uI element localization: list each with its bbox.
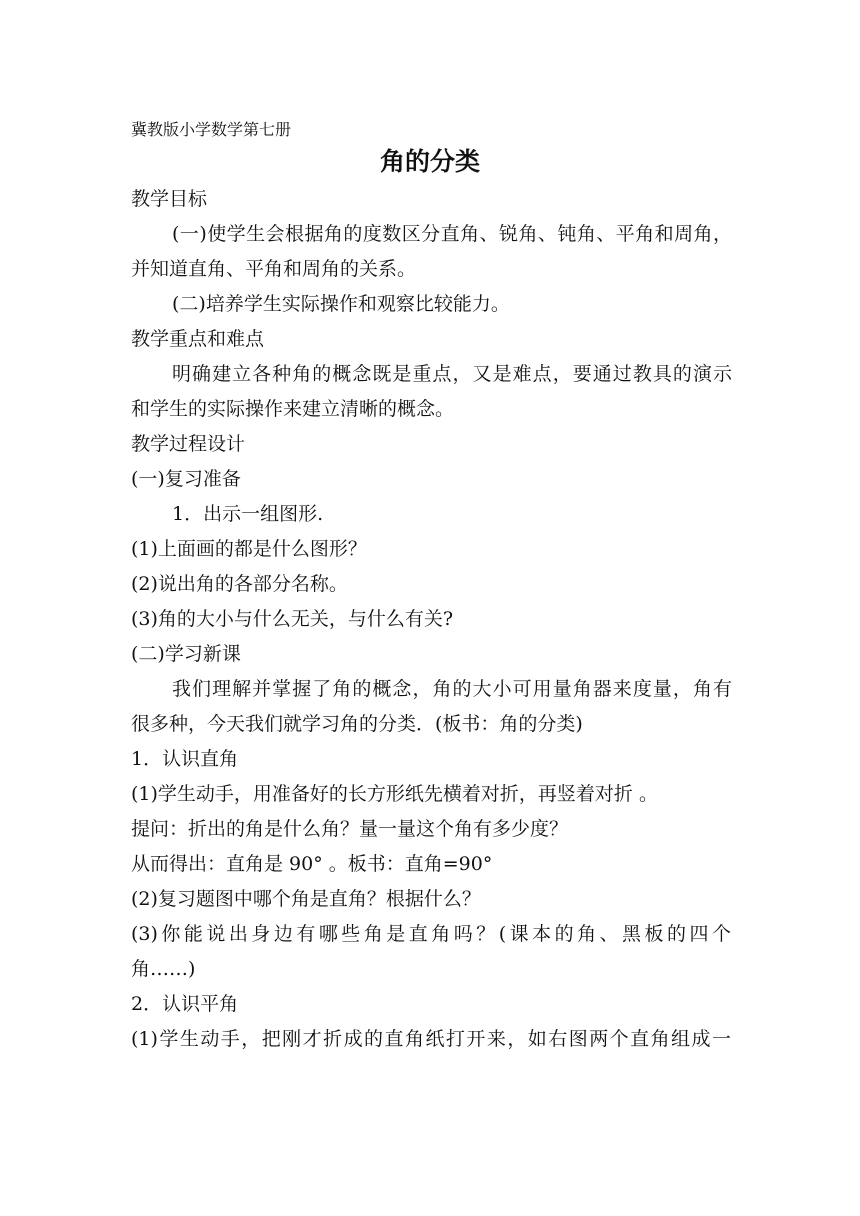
paragraph-line: (3)你能说出身边有哪些角是直角吗？(课本的角、黑板的四个: [131, 923, 731, 945]
heading-key-points: 教学重点和难点: [131, 328, 265, 350]
paragraph-line: (2)复习题图中哪个角是直角？根据什么？: [131, 888, 481, 910]
paragraph-line: 并知道直角、平角和周角的关系。: [131, 258, 417, 280]
paragraph-line: 角……): [131, 958, 196, 980]
section-heading: (一)复习准备: [131, 468, 241, 490]
paragraph-line: 提问：折出的角是什么角？量一量这个角有多少度？: [131, 818, 569, 840]
paragraph-line: (1)上面画的都是什么图形？: [131, 538, 367, 560]
doc-title: 角的分类: [379, 147, 480, 176]
paragraph-line: 和学生的实际操作来建立清晰的概念。: [131, 398, 455, 420]
paragraph-line: (二)培养学生实际操作和观察比较能力。: [172, 293, 510, 315]
paragraph-line: (1)学生动手，把刚才折成的直角纸打开来，如右图两个直角组成一: [131, 1028, 731, 1050]
paragraph-line: 很多种，今天我们就学习角的分类．(板书：角的分类): [131, 713, 583, 735]
paragraph-line: 明确建立各种角的概念既是重点，又是难点，要通过教具的演示: [172, 363, 732, 385]
paragraph-line: (2)说出角的各部分名称。: [131, 573, 348, 595]
paragraph-line: 从而得出：直角是 90° 。板书：直角=90°: [131, 853, 493, 875]
subsection-heading: 1．认识直角: [131, 748, 239, 770]
doc-subtitle: 冀教版小学数学第七册: [131, 120, 292, 139]
heading-teaching-goals: 教学目标: [131, 188, 208, 210]
section-heading: (二)学习新课: [131, 643, 241, 665]
paragraph-line: (1)学生动手，用准备好的长方形纸先横着对折，再竖着对折 。: [131, 783, 658, 805]
paragraph-line: 我们理解并掌握了角的概念，角的大小可用量角器来度量，角有: [172, 678, 732, 700]
paragraph-line: 1．出示一组图形.: [172, 503, 324, 525]
paragraph-line: (一)使学生会根据角的度数区分直角、锐角、钝角、平角和周角，: [172, 223, 732, 245]
heading-process-design: 教学过程设计: [131, 433, 246, 455]
paragraph-line: (3)角的大小与什么无关，与什么有关?: [131, 608, 454, 630]
subsection-heading: 2．认识平角: [131, 993, 239, 1015]
